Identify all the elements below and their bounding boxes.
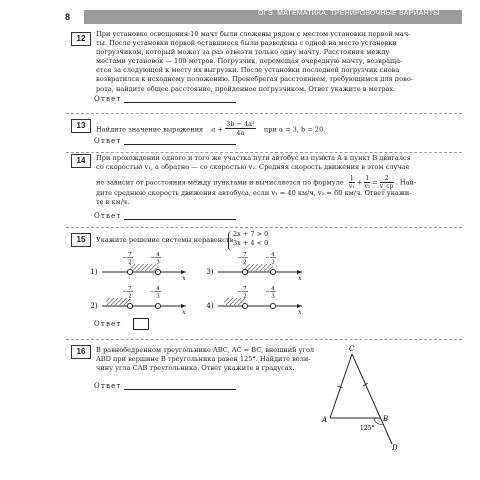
question-16-number: 16 bbox=[71, 345, 91, 359]
q13-expr-a: a bbox=[211, 125, 216, 134]
nl-point bbox=[270, 303, 275, 308]
q12-line: возвратился к исходному положению. Пренебрегая расстоянием, требующимся для пово- bbox=[96, 75, 414, 84]
page-number: 8 bbox=[64, 10, 84, 24]
side-ca bbox=[330, 354, 352, 418]
header-title: ОГЭ. МАТЕМАТИКА. ТРЕНИРОВОЧНЫЕ ВАРИАНТЫ bbox=[258, 10, 440, 17]
question-15-number: 15 bbox=[71, 233, 91, 247]
nl-tick-minus: − bbox=[150, 255, 155, 262]
question-13-number: 13 bbox=[71, 119, 91, 133]
nl-axis-label: x bbox=[298, 309, 302, 316]
nl-arrow bbox=[181, 270, 186, 274]
q12-line: рота, найдите общее расстояние, пройденное погрузчиком. Ответ укажите в метрах. bbox=[96, 84, 396, 93]
nl-tick-minus: − bbox=[265, 289, 270, 296]
nl-tick-minus: − bbox=[265, 255, 270, 262]
q14-equals: = bbox=[372, 178, 378, 187]
question-15-text: Укажите решение системы неравенств bbox=[96, 236, 234, 244]
q13-answer-label: Ответ bbox=[94, 137, 122, 145]
nl-tick-numerator: 4 bbox=[156, 286, 160, 292]
nl-tick-numerator: 4 bbox=[271, 252, 275, 258]
nl-tick-minus: − bbox=[237, 289, 242, 296]
q14-line3-text: не зависит от расстояния между пунктами и вычисляется по формуле bbox=[96, 178, 344, 187]
nl-point bbox=[242, 269, 247, 274]
nl-option-label: 4) bbox=[206, 302, 214, 310]
nl-point bbox=[127, 269, 132, 274]
q14-frac-num: 1 bbox=[349, 175, 354, 182]
nl-tick-denominator: 3 bbox=[271, 293, 275, 300]
q12-line: погрузчиком, который может за раз отвезти только одну мачту. Расстояния между bbox=[96, 48, 390, 57]
q15-ineq-2: 3x + 4 < 0 bbox=[233, 239, 269, 247]
nl-tick-numerator: 7 bbox=[243, 286, 247, 292]
q14-frac-num: 2 bbox=[380, 175, 394, 183]
nl-option-label: 3) bbox=[206, 268, 214, 276]
nl-arrow bbox=[297, 304, 302, 308]
label-a: A bbox=[322, 416, 328, 424]
q14-frac-den: v₂ bbox=[364, 183, 371, 190]
q16-answer-label: Ответ bbox=[94, 382, 122, 390]
nl-axis-label: x bbox=[182, 275, 186, 282]
q16-triangle-diagram bbox=[310, 340, 420, 456]
nl-tick-minus: − bbox=[237, 255, 242, 262]
nl-tick-denominator: 2 bbox=[243, 293, 247, 300]
q12-line: ется за следующей к месту их выгрузки. После установки последней погрузчик снова bbox=[96, 66, 400, 75]
q15-ineq-1: 2x + 7 > 0 bbox=[233, 230, 269, 238]
q16-line: чину угла CAB треугольника. Ответ укажите в градусах. bbox=[96, 364, 295, 373]
nl-option-label: 1) bbox=[90, 268, 98, 276]
q13-frac-numerator: 3b − 4a² bbox=[226, 120, 255, 128]
question-16-text bbox=[96, 346, 318, 373]
nl-point bbox=[155, 269, 160, 274]
nl-axis-label: x bbox=[298, 275, 302, 282]
nl-hatched-region bbox=[130, 264, 158, 271]
nl-point bbox=[155, 303, 160, 308]
label-b: B bbox=[383, 415, 389, 423]
nl-tick-denominator: 3 bbox=[156, 293, 160, 300]
nl-tick-denominator: 3 bbox=[271, 259, 275, 266]
nl-tick-minus: − bbox=[122, 289, 127, 296]
nl-tick-numerator: 7 bbox=[243, 252, 247, 258]
nl-hatched-region bbox=[224, 298, 245, 305]
q14-answer-label: Ответ bbox=[94, 212, 122, 220]
q14-frac-den: v_ср bbox=[379, 183, 394, 190]
q14-line3-end: . Най- bbox=[395, 178, 417, 187]
nl-tick-numerator: 7 bbox=[128, 252, 132, 258]
q14-line: При прохождении одного и того же участка пути автобус из пункта A в пункт B двигался bbox=[96, 154, 411, 162]
q14-frac-den: v₁ bbox=[348, 183, 355, 190]
nl-point bbox=[242, 303, 247, 308]
nl-tick-denominator: 2 bbox=[128, 293, 132, 300]
q13-text-after: при a = 3, b = 20. bbox=[263, 125, 326, 134]
nl-tick-minus: − bbox=[122, 255, 127, 262]
nl-hatched-region bbox=[106, 298, 130, 305]
nl-tick-numerator: 4 bbox=[271, 286, 275, 292]
nl-tick-numerator: 4 bbox=[156, 252, 160, 258]
q14-line: те в км/ч. bbox=[96, 198, 130, 207]
q14-plus: + bbox=[356, 178, 363, 187]
q12-line: ты. После установки первой оставшиеся были разведены с одной на место установки bbox=[96, 39, 397, 48]
nl-tick-denominator: 2 bbox=[243, 259, 247, 266]
q13-frac-denominator: 4a bbox=[236, 129, 245, 137]
nl-hatched-region bbox=[245, 264, 273, 271]
label-d: D bbox=[392, 444, 398, 452]
q15-answer-box[interactable] bbox=[133, 318, 149, 330]
nl-arrow bbox=[297, 270, 302, 274]
q14-frac-num: 1 bbox=[365, 175, 370, 182]
q12-answer-label: Ответ bbox=[94, 95, 122, 103]
q16-line: В равнобедренном треугольнике ABC, AC = BC, внешний угол bbox=[96, 346, 315, 354]
q13-expr-plus: + bbox=[217, 125, 223, 134]
nl-point bbox=[270, 269, 275, 274]
q14-line: дите среднюю скорость движения автобуса, если v₁ = 40 км/ч, v₂ = 60 км/ч. Ответ укажи- bbox=[96, 189, 412, 197]
q14-line: со скоростью v₁, а обратно — со скоростью v₂. Средняя скорость движения в этом случае bbox=[96, 163, 410, 172]
nl-axis-label: x bbox=[182, 309, 186, 316]
nl-option-label: 2) bbox=[90, 302, 98, 310]
nl-tick-numerator: 7 bbox=[128, 286, 132, 292]
q12-line: При установке освещения 10 мачт были сложены рядом с местом установки первой мач- bbox=[96, 30, 411, 38]
question-12-number: 12 bbox=[71, 32, 91, 46]
q12-line: местами установок — 100 метров. Погрузчик, перемещая очередную мачту, возвраща- bbox=[96, 57, 403, 66]
nl-tick-denominator: 3 bbox=[156, 259, 160, 266]
q13-text-before: Найдите значение выражения bbox=[96, 125, 204, 134]
nl-point bbox=[127, 303, 132, 308]
label-c: C bbox=[349, 345, 355, 353]
q16-answer-field[interactable] bbox=[124, 389, 236, 390]
label-angle: 125° bbox=[360, 425, 375, 432]
q15-answer-label: Ответ bbox=[94, 320, 122, 328]
nl-tick-minus: − bbox=[150, 289, 155, 296]
question-14-number: 14 bbox=[71, 154, 91, 168]
q16-line: ABD при вершине B треугольника равен 125°. Найдите вели- bbox=[96, 355, 311, 364]
nl-tick-denominator: 2 bbox=[128, 259, 132, 266]
nl-arrow bbox=[181, 304, 186, 308]
